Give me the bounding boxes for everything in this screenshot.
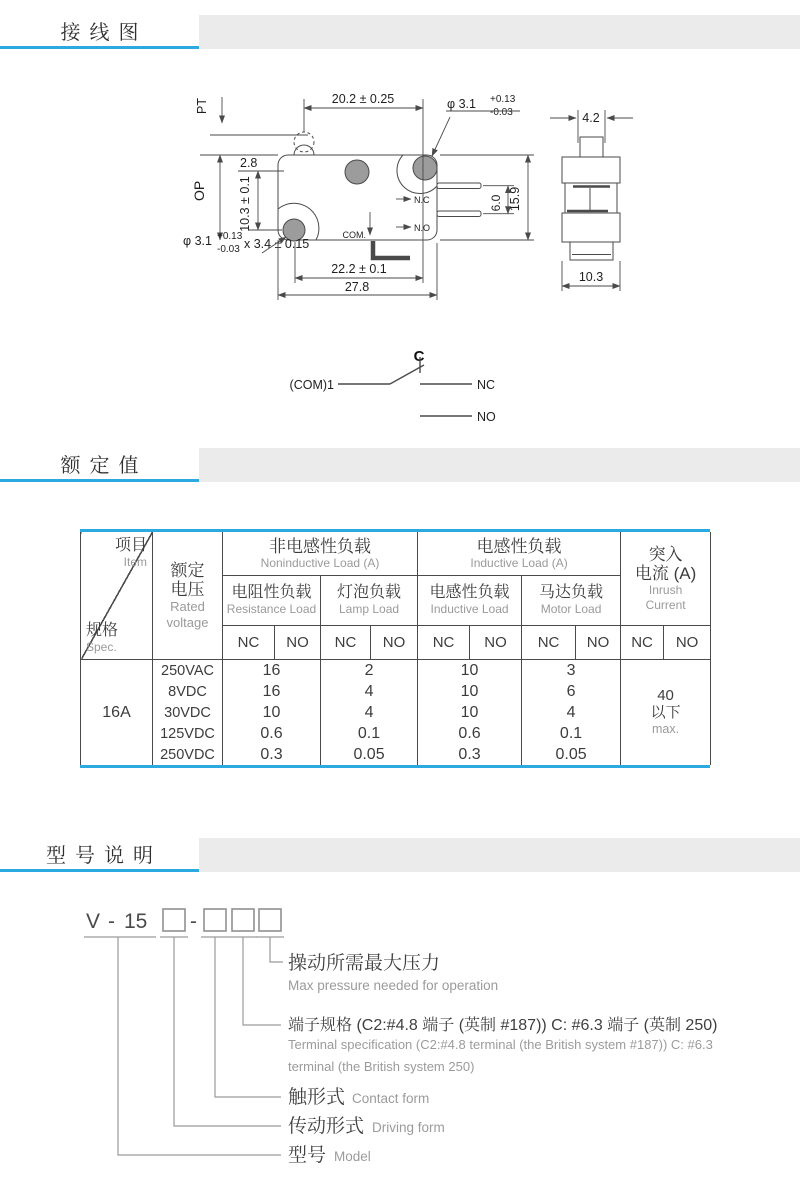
corner-cell [81,532,153,660]
cell-voltage: 250VAC [153,660,223,682]
th-lamp-load [321,576,418,626]
th-nc: NC [522,626,576,660]
dim-op: OP [191,180,207,201]
side-view [550,110,633,291]
rating-table [80,532,711,765]
th-nc: NC [621,626,664,660]
dim-height: 15.9 [508,186,522,212]
th-resistance-load [223,576,321,626]
dim-hole-dia: φ 3.1 [447,97,476,111]
cell-motor: 6 [522,681,621,702]
label-model-zh: 型号 [288,1145,327,1166]
dim-body-height: 10.3 ± 0.1 [238,176,252,232]
label-com: COM. [342,230,366,240]
rated-voltage-en1: Rated [170,598,205,614]
connector-driving-form [174,937,281,1126]
corner-item-zh: 项目 [114,537,147,554]
section-header-wiring [0,15,800,49]
cell-motor: 0.1 [522,723,621,744]
label-driving-form-en: Driving form [372,1120,445,1135]
table-row [81,723,711,744]
circuit-diagram [290,348,496,424]
dim-pt: PT [195,98,209,114]
rating-table-wrap [80,529,710,768]
th-motor-load [522,576,621,626]
group-noninductive-zh: 非电感性负载 [269,536,372,556]
label-model-en: Model [334,1149,371,1164]
inrush-zh2: 电流 (A) [634,564,697,584]
th-rated-voltage [153,532,223,660]
th-no: NO [576,626,621,660]
wiring-diagram [0,55,800,440]
dim-28: 2.8 [240,156,258,170]
cell-motor: 4 [522,702,621,723]
table-row-groups [81,532,711,576]
motor-en: Motor Load [540,602,602,617]
lamp-zh: 灯泡负载 [337,584,402,602]
section-header-rating [0,448,800,482]
front-view [183,92,534,300]
cell-resistance: 16 [223,681,321,702]
section-title-rating: 额定值 [0,448,199,482]
rated-voltage-zh1: 额定 [170,560,205,580]
dim-top-width: 20.2 ± 0.25 [331,92,395,106]
mount-hole-top-right [413,156,437,180]
cell-motor: 3 [522,660,621,682]
th-inrush [621,532,711,626]
connector-model [118,937,281,1155]
th-no: NO [664,626,711,660]
inrush-value-zh: 以下 [650,704,681,721]
section-title-model: 型号说明 [0,838,199,872]
circuit-label-nc: NC [477,378,496,392]
connector-max-pressure [270,937,283,962]
cell-resistance: 0.6 [223,723,321,744]
terminal-no-pin [437,211,481,217]
model-code-box-1 [163,909,185,931]
circuit-label-c: C [413,348,425,365]
resistance-en: Resistance Load [226,602,317,617]
terminal-nc-pin [437,183,481,189]
table-row [81,744,711,765]
th-inductive-load [418,576,522,626]
inductive-en: Inductive Load [430,602,509,617]
cell-voltage: 8VDC [153,681,223,702]
th-group-noninductive [223,532,418,576]
mount-hole-top-center [345,160,369,184]
label-terminal-spec-zh: 端子规格 (C2:#4.8 端子 (英制 #187)) C: #6.3 端子 (英制 250) [288,1017,718,1034]
label-max-pressure-zh: 操动所需最大压力 [288,953,441,974]
inrush-en1: Inrush [648,583,683,598]
inrush-en2: Current [645,597,686,612]
label-contact-form-zh: 触形式 [288,1087,346,1108]
model-code-15: 15 [124,910,148,933]
switch-blade [390,365,424,384]
cell-lamp: 4 [321,702,418,723]
cell-inductive: 0.6 [418,723,522,744]
terminal-com-lug [373,241,410,258]
rated-voltage-en2: voltage [166,614,209,630]
connector-terminal-spec [243,937,281,1025]
th-no: NO [371,626,418,660]
dim-plunger-width: 4.2 [582,111,600,125]
inrush-zh1: 突入 [648,545,683,565]
cell-resistance: 0.3 [223,744,321,765]
dim-hole2-tol-plus: +0.13 [217,231,243,242]
table-row [81,681,711,702]
model-code-dash2: - [190,910,197,933]
th-nc: NC [223,626,275,660]
inrush-value-max: max. [652,721,680,736]
section-header-model [0,838,800,872]
dim-base-width: 10.3 [578,270,604,284]
dim-hole2-dia: φ 3.1 [183,234,212,248]
cell-lamp: 0.05 [321,744,418,765]
label-terminal-spec-en2: terminal (the British system 250) [288,1059,475,1074]
th-nc: NC [321,626,371,660]
th-no: NO [275,626,321,660]
cell-inductive: 10 [418,702,522,723]
rated-voltage-zh2: 电压 [170,579,205,599]
section-title-wiring: 接线图 [0,15,199,49]
model-code-box-3 [232,909,254,931]
cell-lamp: 4 [321,681,418,702]
cell-voltage: 30VDC [153,702,223,723]
cell-lamp: 2 [321,660,418,682]
label-contact-form-en: Contact form [352,1091,430,1106]
inductive-zh: 电感性负载 [429,584,510,602]
table-row [81,660,711,682]
corner-spec-en: Spec. [86,639,117,654]
group-inductive-zh: 电感性负载 [476,536,562,556]
inrush-value-num: 40 [657,687,674,705]
circuit-label-com: (COM)1 [289,378,334,392]
label-nc: N.C [414,195,430,205]
dim-full-width: 27.8 [344,280,370,294]
corner-spec-zh: 规格 [86,621,119,639]
corner-item-en: Item [123,554,147,569]
cell-lamp: 0.1 [321,723,418,744]
motor-zh: 马达负载 [539,584,604,602]
cell-inrush [621,660,711,766]
th-no: NO [470,626,522,660]
label-terminal-spec-en1: Terminal specification (C2:#4.8 terminal (the British system #187)) C: #6.3 [288,1037,713,1052]
dim-hole-tol-minus: -0.03 [490,107,513,118]
cell-resistance: 10 [223,702,321,723]
connector-contact-form [215,937,281,1097]
model-code-v: V [86,910,101,933]
dim-pin-gap: 6.0 [489,194,503,212]
cell-resistance: 16 [223,660,321,682]
cell-inductive: 10 [418,660,522,682]
th-group-inductive [418,532,621,576]
dim-hole-span: 22.2 ± 0.1 [331,262,387,276]
cell-motor: 0.05 [522,744,621,765]
circuit-label-no: NO [477,410,496,424]
cell-spec: 16A [81,660,153,766]
label-max-pressure-en: Max pressure needed for operation [288,978,499,993]
cell-inductive: 10 [418,681,522,702]
label-no: N.O [414,223,431,233]
model-code-box-4 [259,909,281,931]
table-row [81,702,711,723]
cell-voltage: 250VDC [153,744,223,765]
model-code-diagram [0,890,800,1180]
dim-hole2-tol-minus: -0.03 [217,244,240,255]
dim-hole-tol-plus: +0.13 [490,94,516,105]
cell-voltage: 125VDC [153,723,223,744]
lamp-en: Lamp Load [339,602,400,617]
label-driving-form-zh: 传动形式 [288,1116,365,1137]
model-code-dash1: - [108,910,115,933]
group-noninductive-en: Noninductive Load (A) [260,555,380,570]
resistance-zh: 电阻性负载 [231,584,312,602]
group-inductive-en: Inductive Load (A) [470,555,568,570]
model-code-box-2 [204,909,226,931]
cell-inductive: 0.3 [418,744,522,765]
th-nc: NC [418,626,470,660]
dim-hole-depth: x 3.4 ± 0.15 [244,237,310,251]
